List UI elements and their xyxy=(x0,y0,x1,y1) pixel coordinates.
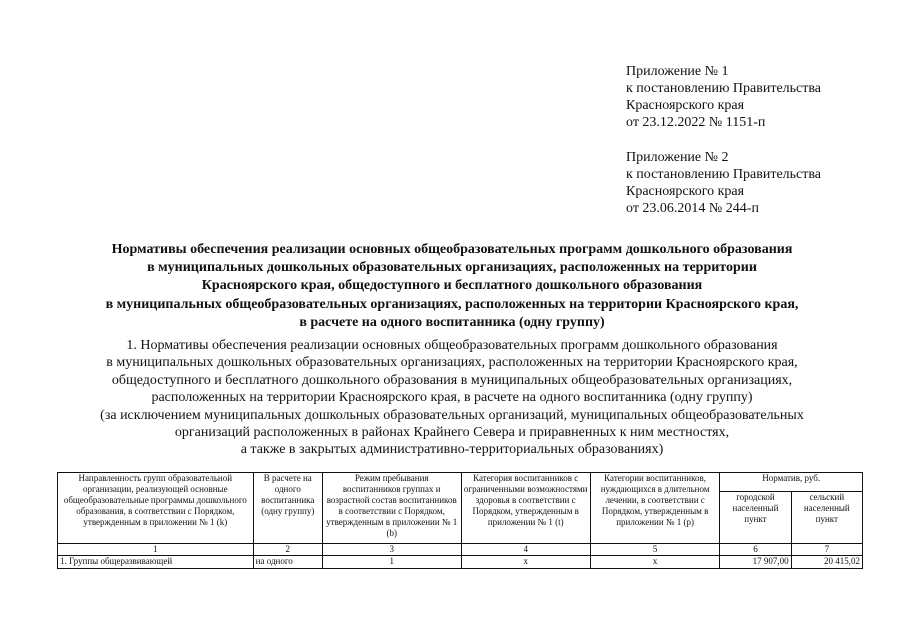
section-1-line-3: общедоступного и бесплатного дошкольного образования в муниципальных общеобразовательных организациях, xyxy=(111,372,793,388)
title-line-5: в расчете на одного воспитанника (одну группу) xyxy=(299,314,605,330)
header-row xyxy=(58,473,863,492)
title-line-2: в муниципальных дошкольных образовательных организациях, расположенных на территории xyxy=(147,260,757,276)
header-stay-mode: Режим пребывания воспитанников группах и возрастной состав воспитанников в соответствии с Порядком, утвержденным в приложении № 1 (b) xyxy=(322,473,461,544)
cell-direction: 1. Группы общеразвивающей xyxy=(58,556,254,569)
header-norm: Норматив, руб. xyxy=(720,473,863,492)
column-number: 5 xyxy=(590,544,719,556)
appendix-2-line-3: Красноярского края xyxy=(626,184,745,199)
column-number: 2 xyxy=(253,544,322,556)
column-number: 6 xyxy=(720,544,791,556)
cell-per-pupil: на одного xyxy=(253,556,322,569)
column-number: 7 xyxy=(791,544,862,556)
document-title xyxy=(40,241,864,332)
appendix-2-line-2: к постановлению Правительства xyxy=(626,167,822,182)
title-line-1: Нормативы обеспечения реализации основных общеобразовательных программ дошкольного образования xyxy=(111,242,793,257)
header-direction: Направленность групп образовательной организации, реализующей основные общеобразовательные программы дошкольного образования, в соответствии с Порядком, утвержденным в приложении № 1 (k) xyxy=(58,473,254,544)
appendix-2-line-4: от 23.06.2014 № 244-п xyxy=(626,201,759,216)
appendix-1-line-4: от 23.12.2022 № 1151-п xyxy=(626,115,766,130)
header-disabilities: Категория воспитанников с ограниченными возможностями здоровья в соответствии с Порядком, утвержденным в приложении № 1 (t) xyxy=(461,473,590,544)
section-1-line-6: организаций расположенных в районах Крайнего Севера и приравненных к ним местностях, xyxy=(174,425,730,441)
section-1-line-5: (за исключением муниципальных дошкольных образовательных организаций, муниципальных общеобразовательных xyxy=(100,407,804,423)
column-number: 1 xyxy=(58,544,254,556)
column-number: 3 xyxy=(322,544,461,556)
norms-table xyxy=(57,472,863,569)
header-urban: городской населенный пункт xyxy=(720,491,791,543)
header-per-pupil: В расчете на одного воспитанника (одну группу) xyxy=(253,473,322,544)
section-1-line-2: в муниципальных дошкольных образовательных организациях, расположенных на территории Красноярского края, xyxy=(106,355,798,371)
column-number-row xyxy=(58,544,863,556)
header-long-treatment: Категории воспитанников, нуждающихся в длительном лечении, в соответствии с Порядком, утвержденным в приложении № 1 (p) xyxy=(590,473,719,544)
appendix-1-block xyxy=(626,63,821,131)
appendix-1-line-3: Красноярского края xyxy=(626,98,745,113)
section-1-heading xyxy=(40,337,864,459)
appendix-1-line-1: Приложение № 1 xyxy=(626,64,729,79)
appendix-2-line-1: Приложение № 2 xyxy=(626,150,729,165)
appendix-2-block xyxy=(626,149,821,217)
cell-disabilities: x xyxy=(461,556,590,569)
title-line-4: в муниципальных общеобразовательных организациях, расположенных на территории Красноярского края, xyxy=(105,296,799,312)
section-1-line-4: расположенных на территории Красноярского края, в расчете на одного воспитанника (одну группу) xyxy=(151,390,753,406)
cell-long-treatment: x xyxy=(590,556,719,569)
table-row xyxy=(58,556,863,569)
cell-stay-mode: 1 xyxy=(322,556,461,569)
section-1-line-7: а также в закрытых административно-территориальных образованиях) xyxy=(240,442,664,458)
header-rural: сельский населенный пункт xyxy=(791,491,862,543)
column-number: 4 xyxy=(461,544,590,556)
cell-rural-norm: 20 415,02 xyxy=(791,556,862,569)
title-line-3: Красноярского края, общедоступного и бесплатного дошкольного образования xyxy=(201,278,703,294)
appendix-1-line-2: к постановлению Правительства xyxy=(626,81,822,96)
section-1-line-1: 1. Нормативы обеспечения реализации основных общеобразовательных программ дошкольного образования xyxy=(126,338,778,353)
cell-urban-norm: 17 907,00 xyxy=(720,556,791,569)
